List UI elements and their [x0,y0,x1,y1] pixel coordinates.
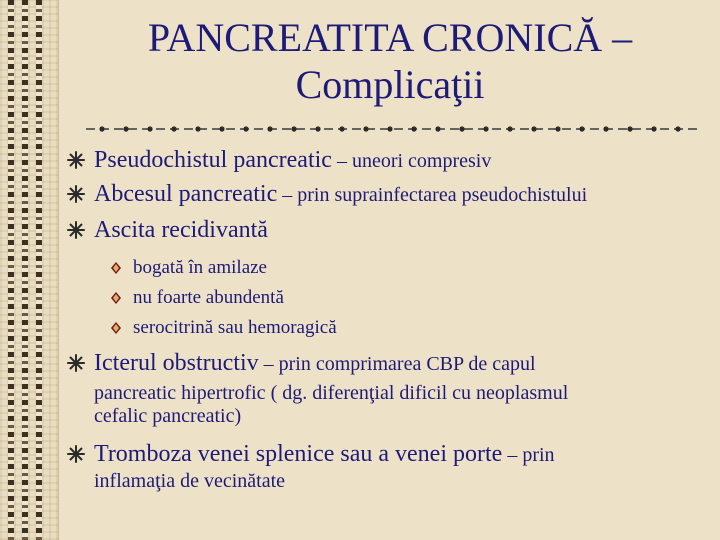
diamond-bullet-icon [108,260,124,276]
asterisk-bullet-icon [66,353,86,373]
item-continuation: inflamaţia de vecinătate [94,470,286,492]
item-main-text: Abcesul pancreatic [94,181,278,207]
sub-list-item: serocitrină sau hemoragică [133,317,337,338]
title-divider [86,124,698,134]
slide-title [60,14,720,108]
item-main-text: Pseudochistul pancreatic [94,147,332,173]
item-main-text: Ascita recidivantă [94,217,268,243]
decorative-left-border [0,0,59,540]
list-item [94,146,491,175]
item-detail-text: – prin comprimarea CBP de capul [258,353,536,375]
item-main-text: Icterul obstructiv [94,350,259,376]
title-line-1: PANCREATITA CRONICĂ – [147,15,633,60]
item-continuation: pancreatic hipertrofic ( dg. diferenţial dificil cu neoplasmul [94,382,569,404]
list-item [94,349,536,378]
item-detail-text: – uneori compresiv [331,150,492,172]
diamond-bullet-icon [108,290,124,306]
item-main-text: Tromboza venei splenice sau a venei porte [94,441,503,467]
asterisk-bullet-icon [66,220,86,240]
asterisk-bullet-icon [66,444,86,464]
asterisk-bullet-icon [66,184,86,204]
sub-list-item: bogată în amilaze [133,257,267,278]
diamond-bullet-icon [108,320,124,336]
border-stitch [22,0,28,540]
list-item [94,180,587,209]
item-continuation: cefalic pancreatic) [94,405,242,427]
asterisk-bullet-icon [66,150,86,170]
item-detail-text: – prin [502,444,555,466]
list-item [94,216,268,244]
item-detail-text: – prin suprainfectarea pseudochistului [277,184,588,206]
list-item [94,440,555,469]
sub-list-item: nu foarte abundentă [133,287,284,308]
border-stitch [36,0,42,540]
title-line-2: Complicaţii [295,62,485,107]
border-stitch [8,0,14,540]
